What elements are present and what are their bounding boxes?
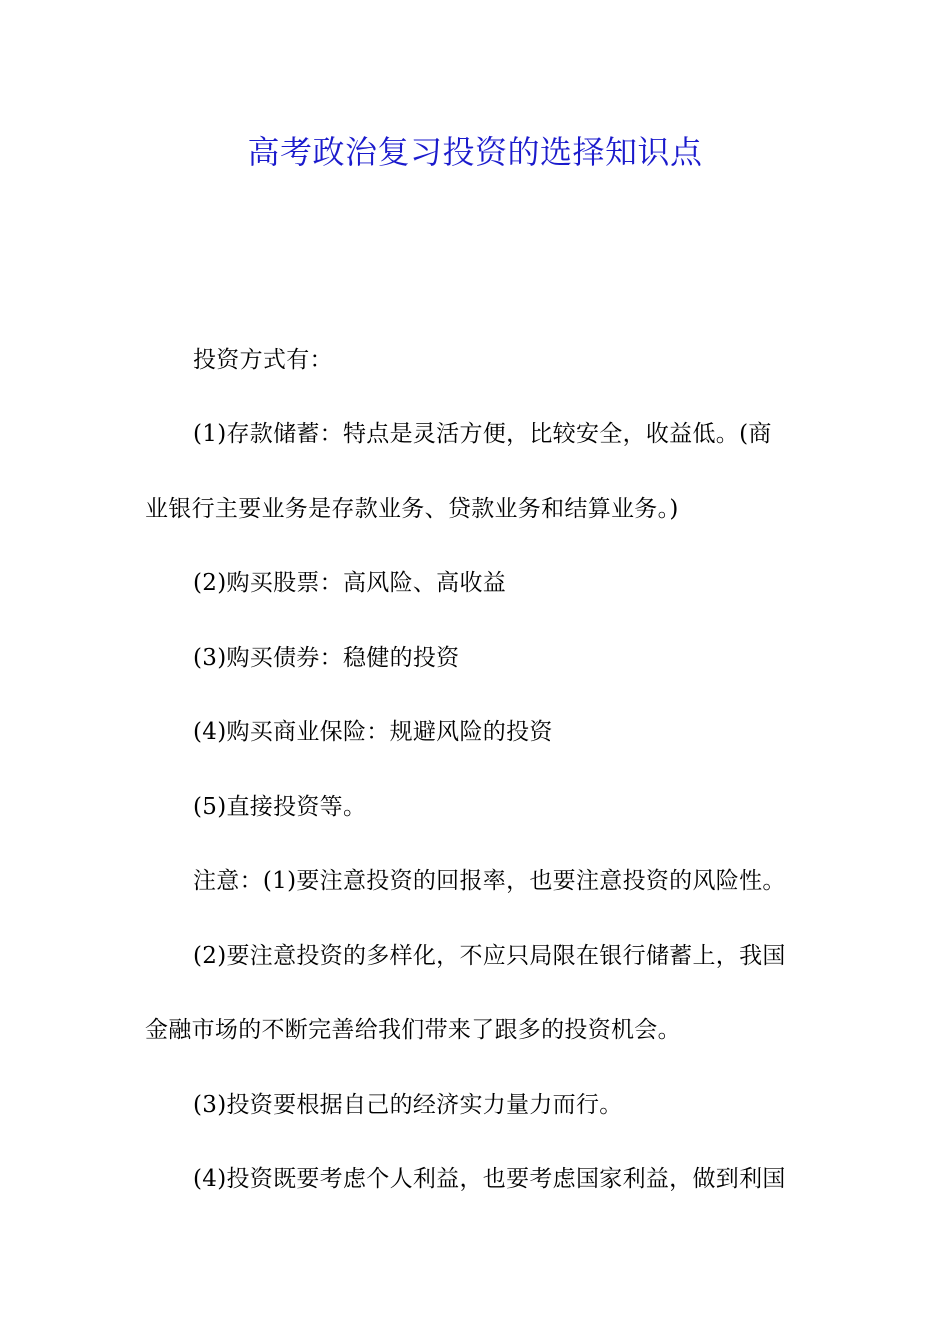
body-line: 投资方式有： — [193, 347, 333, 373]
body-line: (2)要注意投资的多样化，不应只局限在银行储蓄上，我国 — [193, 943, 786, 969]
document-title: 高考政治复习投资的选择知识点 — [247, 133, 703, 171]
body-line: (3)购买债券：稳健的投资 — [193, 645, 460, 671]
body-line: (1)存款储蓄：特点是灵活方便，比较安全，收益低。(商 — [193, 421, 772, 447]
body-line: (4)购买商业保险：规避风险的投资 — [193, 719, 553, 745]
body-line: (4)投资既要考虑个人利益，也要考虑国家利益，做到利国 — [193, 1166, 786, 1192]
body-line: (3)投资要根据自己的经济实力量力而行。 — [193, 1092, 623, 1118]
body-line: (2)购买股票：高风险、高收益 — [193, 570, 507, 596]
body-line: 业银行主要业务是存款业务、贷款业务和结算业务。) — [145, 496, 679, 522]
body-line: 注意：(1)要注意投资的回报率，也要注意投资的风险性。 — [193, 868, 786, 894]
body-line: (5)直接投资等。 — [193, 794, 367, 820]
body-line: 金融市场的不断完善给我们带来了跟多的投资机会。 — [145, 1017, 681, 1043]
